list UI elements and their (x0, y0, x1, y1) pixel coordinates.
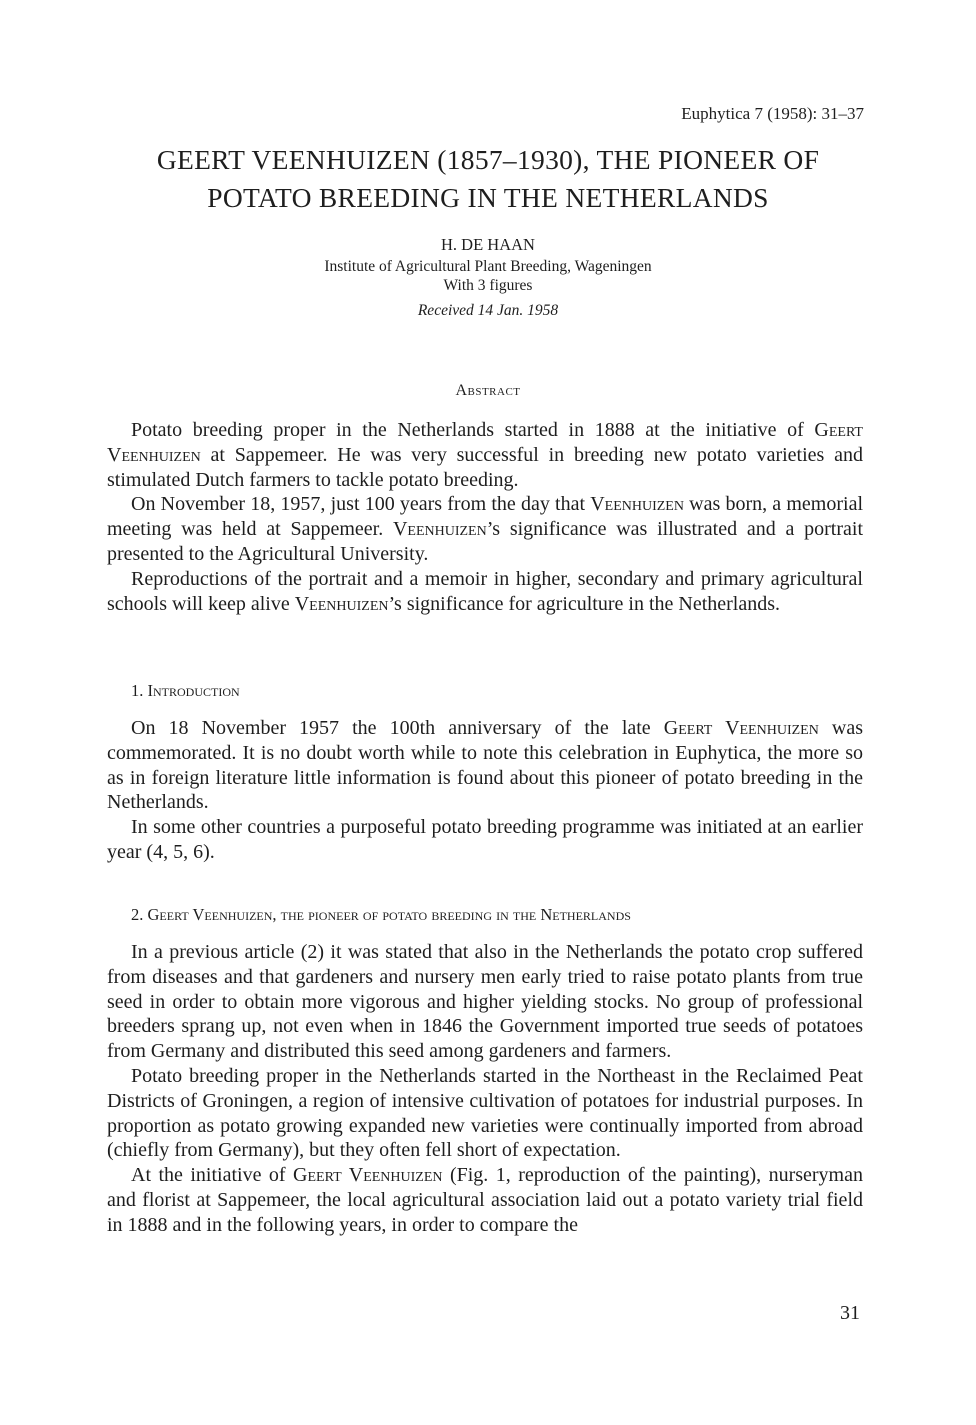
page-number: 31 (840, 1302, 860, 1324)
author-affiliation: Institute of Agricultural Plant Breeding, Wageningen (324, 258, 652, 275)
section-2-heading: 2. Geert Veenhuizen, the pioneer of potato breeding in the Netherlands (131, 905, 631, 924)
abstract-heading: Abstract (455, 382, 521, 399)
person-name: Veenhuizen (294, 592, 389, 615)
section-1-heading: 1. Introduction (131, 681, 240, 700)
figures-note: With 3 figures (443, 277, 533, 294)
abstract-body (107, 418, 863, 616)
section-2-body (107, 940, 863, 1238)
received-date: Received 14 Jan. 1958 (417, 302, 559, 319)
section-1-paragraph-2: In some other countries a purposeful potato breeding programme was initiated at an earlier year (4, 5, 6). (107, 816, 863, 863)
person-name: Geert Veenhuizen (107, 419, 863, 466)
section-1-body (107, 716, 863, 865)
person-name: Veenhuizen (590, 493, 684, 516)
person-name: Geert Veenhuizen (663, 717, 819, 739)
title-line-2: POTATO BREEDING IN THE NETHERLANDS (207, 182, 769, 213)
abstract-paragraph-2: On November 18, 1957, just 100 years from the day that Veenhuizen was born, a memorial meeting was held at Sappemeer. Veenhuizen’s significance was illustrated and a portrait presented to the Agricultural University. (107, 493, 863, 565)
person-name: Veenhuizen (392, 518, 487, 541)
section-2-paragraph-1: In a previous article (2) it was stated that also in the Netherlands the potato crop suffered from diseases and that gardeners and nursery men early tried to raise potato plants from true seed in order to obtain more vigorous and higher yielding stocks. No group of professional breeders sprang up, not even when in 1846 the Government imported true seeds of potatoes from Germany and distributed this seed among gardeners and farmers. (107, 941, 863, 1063)
abstract-paragraph-1: Potato breeding proper in the Netherlands started in 1888 at the initiative of Geert Veenhuizen at Sappemeer. He was very successful in breeding new potato varieties and stimulated Dutch farmers to tackle potato breeding. (107, 419, 863, 491)
article-title (0, 141, 976, 217)
author-name: H. DE HAAN (441, 235, 535, 254)
abstract-paragraph-3: Reproductions of the portrait and a memoir in higher, secondary and primary agricultural schools will keep alive Veenhuizen’s significance for agriculture in the Netherlands. (107, 567, 863, 615)
section-2-paragraph-3: At the initiative of Geert Veenhuizen (Fig. 1, reproduction of the painting), nurseryman and florist at Sappemeer, the local agricultural association laid out a potato variety trial field in 1888 and in the following years, in order to compare the (107, 1164, 863, 1236)
person-name: Geert Veenhuizen (293, 1164, 443, 1187)
section-1-paragraph-1: On 18 November 1957 the 100th anniversary of the late Geert Veenhuizen was commemorated. It is no doubt worth while to note this celebration in Euphytica, the more so as in foreign literature little information is found about this pioneer of potato breeding in the Netherlands. (107, 717, 863, 814)
title-line-1: GEERT VEENHUIZEN (1857–1930), THE PIONEER OF (156, 144, 820, 175)
journal-citation: Euphytica 7 (1958): 31–37 (681, 104, 864, 123)
section-2-paragraph-2: Potato breeding proper in the Netherlands started in the Northeast in the Reclaimed Peat Districts of Groningen, a region of intensive cultivation of potatoes for industrial purposes. In proportion as potato growing expanded new varieties were continually imported from abroad (chiefly from Germany), but they often fell short of expectation. (107, 1064, 863, 1162)
